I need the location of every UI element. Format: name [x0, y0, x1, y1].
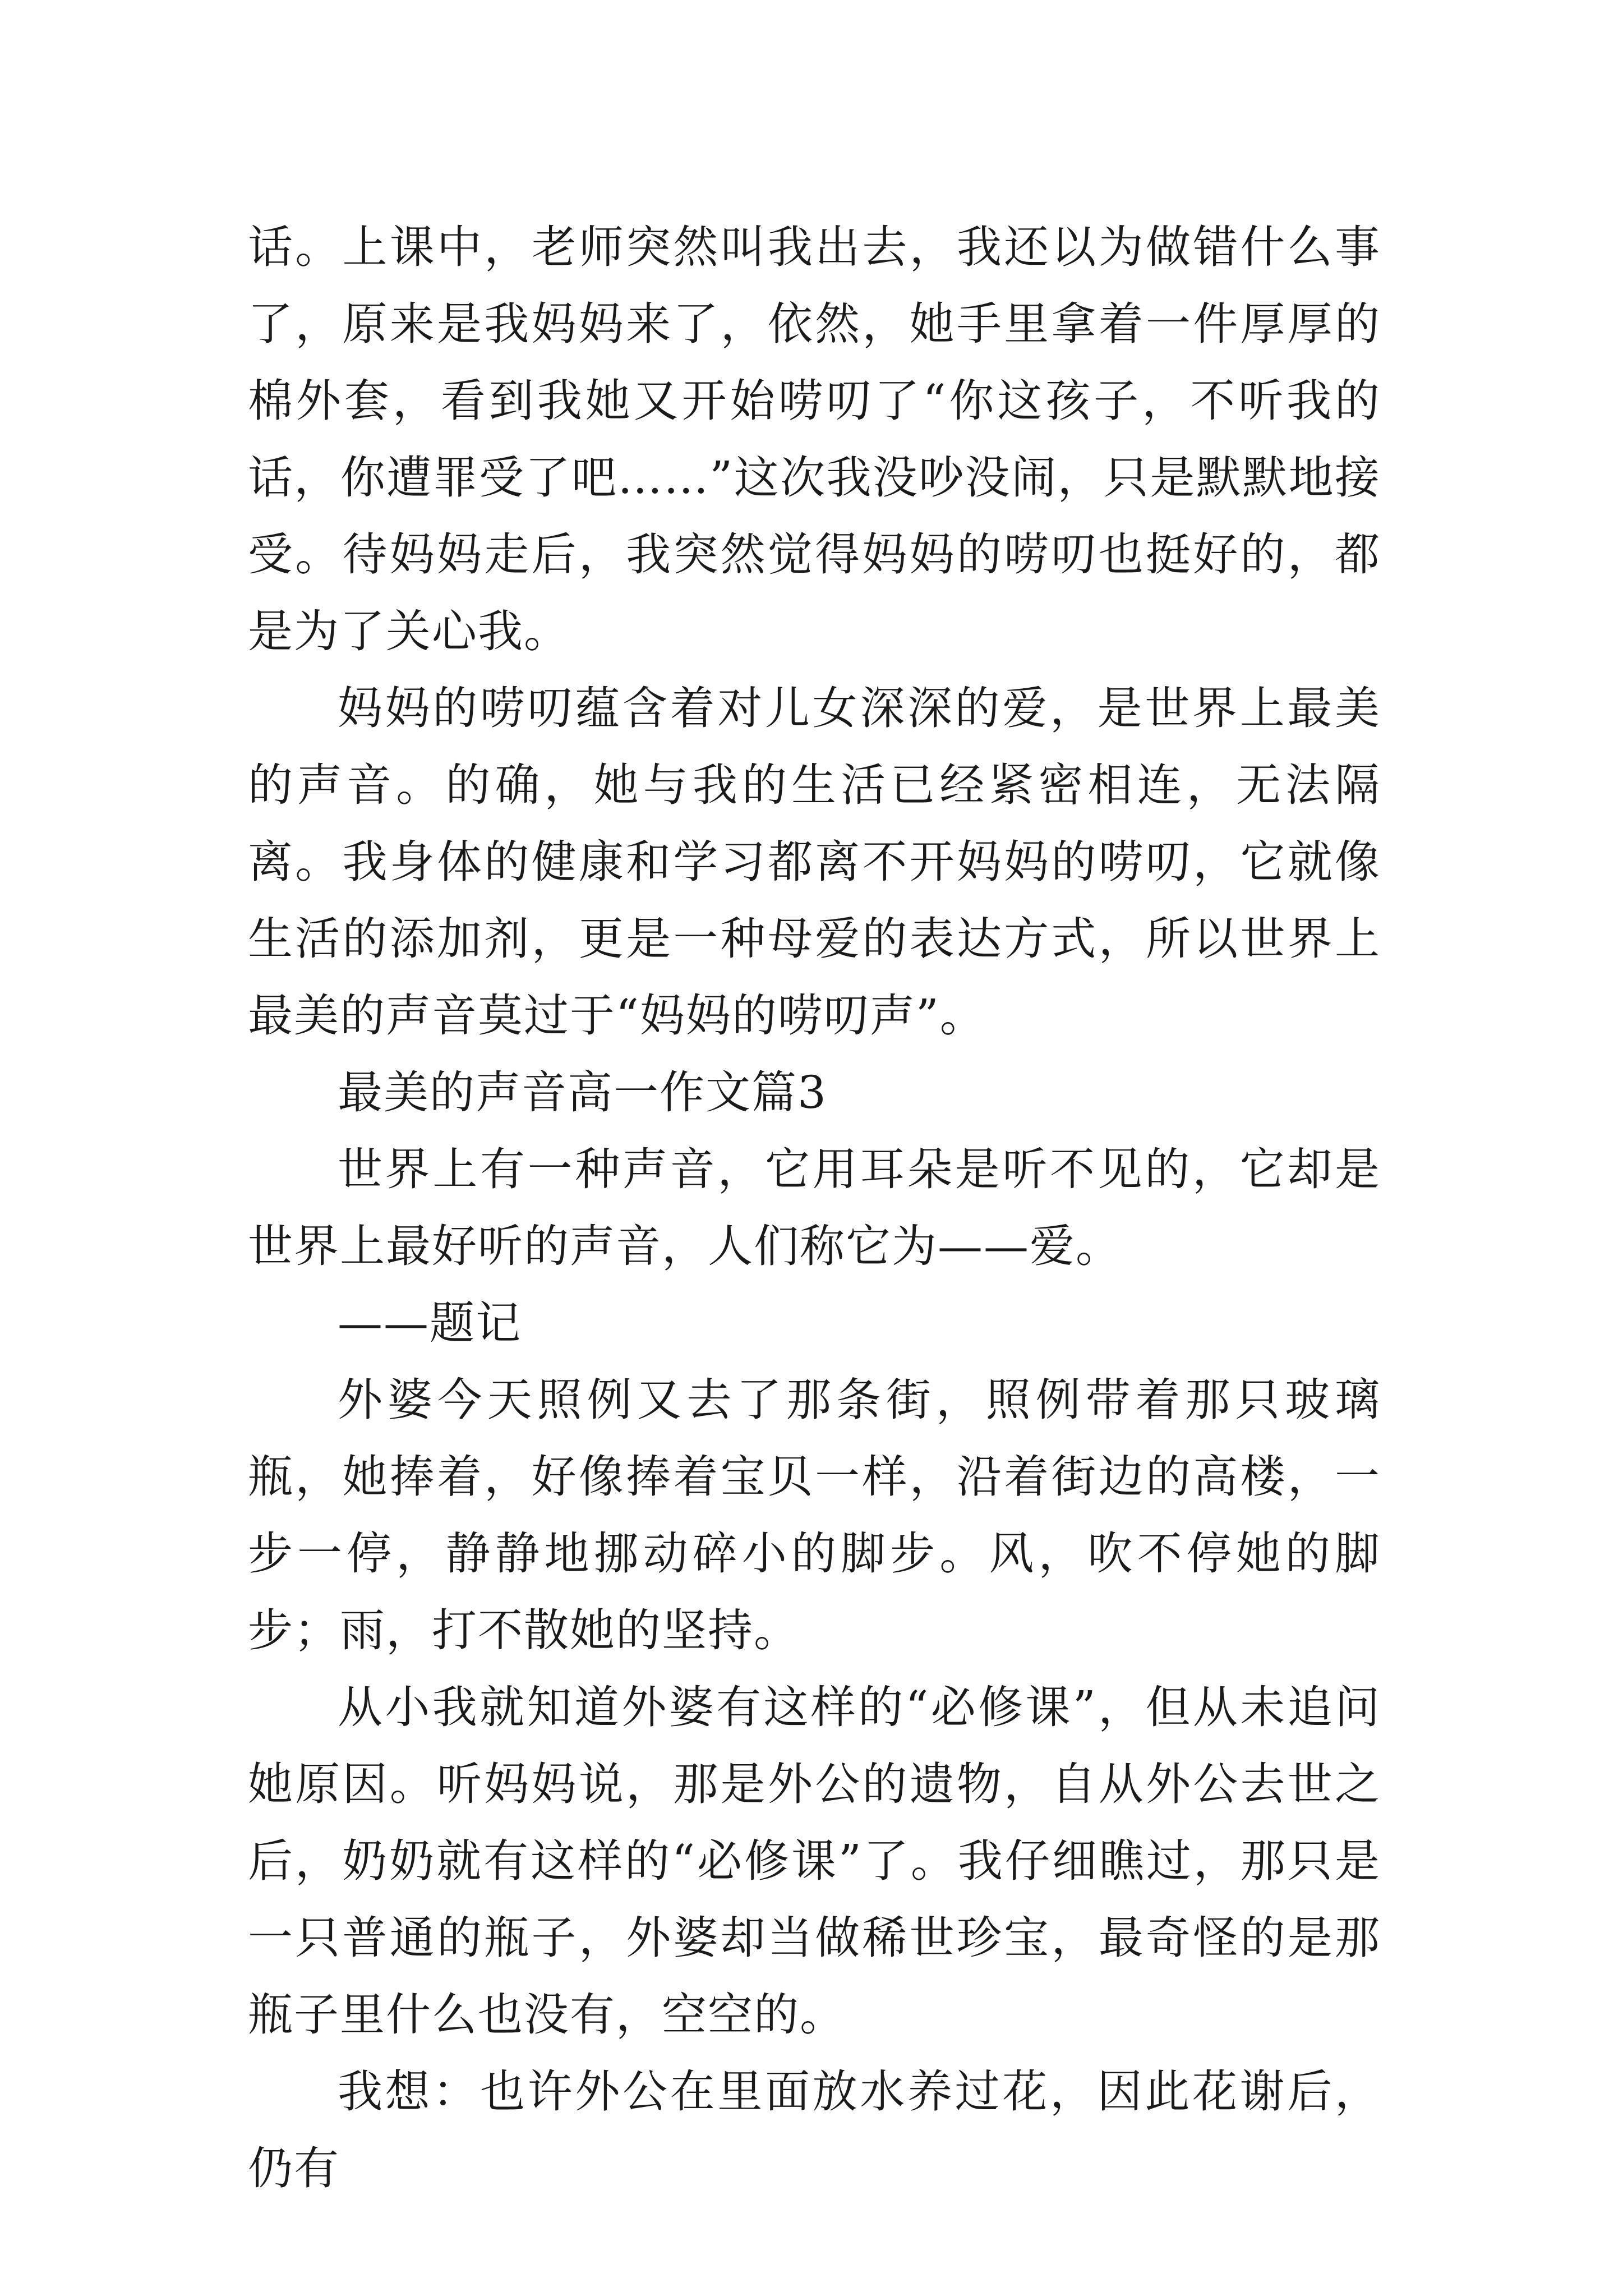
document-body: [248, 209, 1381, 2207]
paragraph-4: 从小我就知道外婆有这样的“必修课”，但从未追问她原因。听妈妈说，那是外公的遗物，自从外公去世之后，奶奶就有这样的“必修课”了。我仔细瞧过，那只是一只普通的瓶子，外婆却当做稀世珍宝，最奇怪的是那瓶子里什么也没有，空空的。: [248, 1681, 1381, 2041]
paragraph-3: 外婆今天照例又去了那条街，照例带着那只玻璃瓶，她捧着，好像捧着宝贝一样，沿着街边的高楼，一步一停，静静地挪动碎小的脚步。风，吹不停她的脚步；雨，打不散她的坚持。: [248, 1374, 1381, 1657]
paragraph-2: 妈妈的唠叨蕴含着对儿女深深的爱，是世界上最美的声音。的确，她与我的生活已经紧密相连，无法隔离。我身体的健康和学习都离不开妈妈的唠叨，它就像生活的添加剂，更是一种母爱的表达方式，所以世界上最美的声音莫过于“妈妈的唠叨声”。: [248, 682, 1381, 1042]
section-heading: 最美的声音高一作文篇3: [338, 1066, 827, 1119]
paragraph-5: 我想：也许外公在里面放水养过花，因此花谢后，仍有: [248, 2065, 1381, 2194]
epigraph-attribution: ——题记: [338, 1297, 522, 1349]
paragraph-epigraph: 世界上有一种声音，它用耳朵是听不见的，它却是世界上最好听的声音，人们称它为——爱。: [248, 1143, 1381, 1272]
paragraph-1: 话。上课中，老师突然叫我出去，我还以为做错什么事了，原来是我妈妈来了，依然，她手里拿着一件厚厚的棉外套，看到我她又开始唠叨了“你这孩子，不听我的话，你遭罪受了吧……”这次我没吵没闹，只是默默地接受。待妈妈走后，我突然觉得妈妈的唠叨也挺好的，都是为了关心我。: [248, 221, 1381, 657]
